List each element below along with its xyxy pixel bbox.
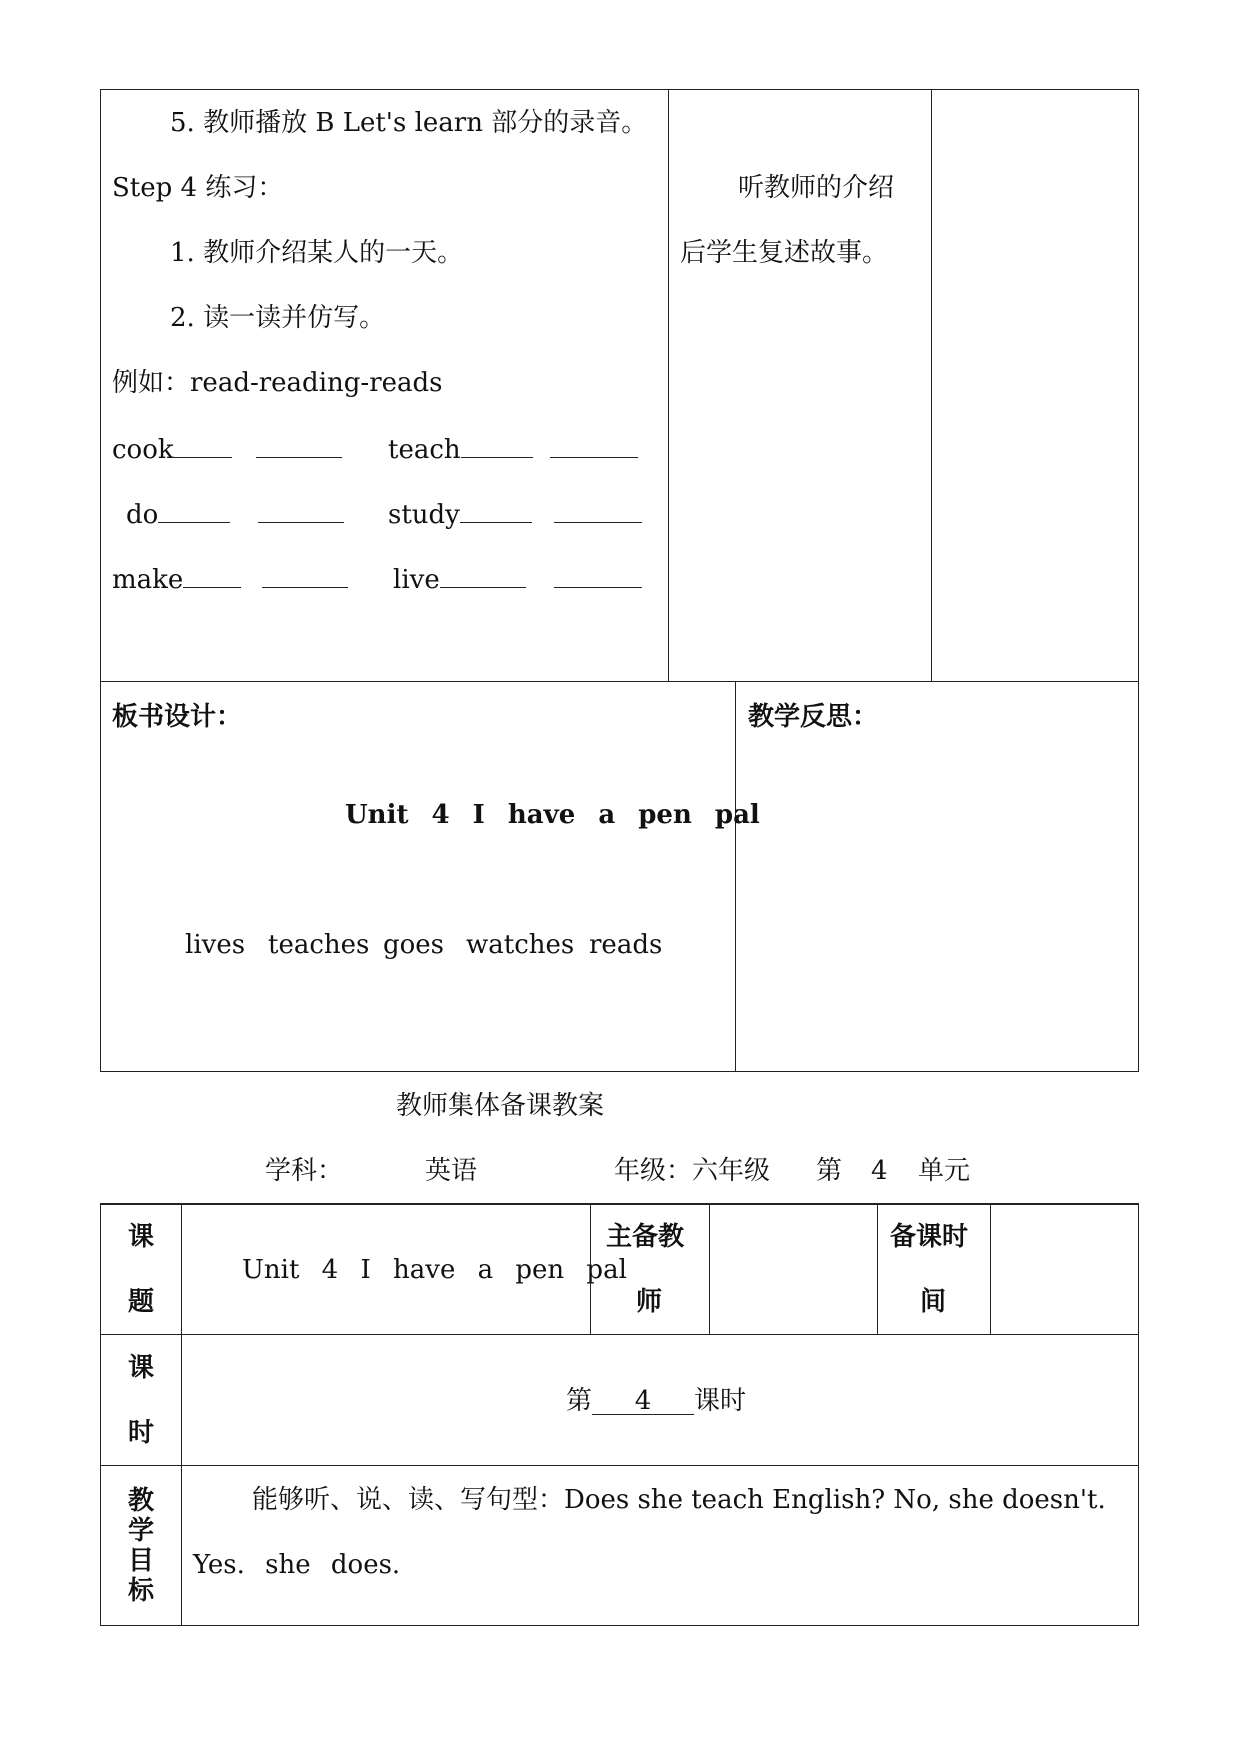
time-label-1: 备课时 (890, 1222, 969, 1252)
board-word-watches: watches (466, 930, 575, 960)
board-word-teaches: teaches (268, 930, 370, 960)
goal-line-1: 能够听、说、读、写句型：Does she teach English? No, she doesn't. (252, 1485, 1106, 1515)
exercise-blank (550, 435, 638, 463)
plan-unit-number: 4 (871, 1156, 888, 1186)
plan-grade-label: 年级：六年级 (614, 1156, 771, 1186)
exercise-blank (256, 435, 342, 463)
top-table-divider-2 (931, 89, 932, 682)
goal-label-1: 教 (127, 1486, 154, 1516)
teacher-label-1: 主备教 (606, 1222, 685, 1252)
lesson-table-row-line-1 (100, 1334, 1139, 1335)
step-item-5: 例如：read-reading-reads (112, 368, 443, 398)
exercise-word-make: make (112, 565, 241, 593)
period-value: 第 4 课时 (566, 1386, 747, 1416)
lesson-table-row-line-2 (100, 1465, 1139, 1466)
time-label-2: 间 (920, 1287, 947, 1317)
goal-label-4: 标 (127, 1576, 154, 1606)
step-item-1: 5. 教师播放 B Let's learn 部分的录音。 (170, 108, 648, 138)
period-label-2: 时 (127, 1418, 154, 1448)
exercise-word-live: live (393, 565, 526, 593)
topic-value: Unit 4 I have a pen pal (242, 1255, 627, 1285)
goal-line-2: Yes. she does. (193, 1550, 401, 1580)
plan-subject-label: 学科： (265, 1156, 344, 1186)
plan-unit-prefix: 第 (816, 1156, 843, 1186)
exercise-blank (554, 500, 642, 528)
board-table (100, 681, 1139, 1072)
board-word-goes: goes (383, 930, 445, 960)
lesson-table-divider (877, 1203, 878, 1334)
teacher-label-2: 师 (636, 1287, 663, 1317)
step-item-2: Step 4 练习： (112, 173, 284, 203)
student-activity-line-2: 后学生复述故事。 (680, 238, 889, 268)
step-item-4: 2. 读一读并仿写。 (170, 303, 386, 333)
exercise-blank (554, 565, 642, 593)
reflection-label: 教学反思： (748, 702, 879, 732)
exercise-blank (262, 565, 348, 593)
goal-label-3: 目 (127, 1546, 154, 1576)
period-number: 4 (592, 1388, 694, 1415)
step-item-3: 1. 教师介绍某人的一天。 (170, 238, 464, 268)
lesson-table-label-column (181, 1203, 182, 1626)
lesson-table-divider (709, 1203, 710, 1334)
lesson-table-divider (990, 1203, 991, 1334)
exercise-word-teach: teach (388, 435, 533, 463)
exercise-word-do: do (126, 500, 230, 528)
exercise-word-cook: cook (112, 435, 232, 463)
plan-heading: 教师集体备课教案 (396, 1091, 605, 1121)
exercise-blank (258, 500, 344, 528)
student-activity-line-1: 听教师的介绍 (738, 173, 895, 203)
top-table-divider-1 (668, 89, 669, 682)
period-label-1: 课 (127, 1353, 154, 1383)
board-table-divider (735, 681, 736, 1072)
plan-unit-suffix: 单元 (918, 1156, 971, 1186)
topic-label-1: 课 (127, 1222, 154, 1252)
plan-subject-value: 英语 (425, 1156, 478, 1186)
board-word-reads: reads (589, 930, 663, 960)
exercise-word-study: study (388, 500, 532, 528)
topic-label-2: 题 (127, 1287, 154, 1317)
board-title: Unit 4 I have a pen pal (345, 800, 760, 830)
goal-label-2: 学 (127, 1516, 154, 1546)
board-label: 板书设计： (112, 702, 243, 732)
board-word-lives: lives (185, 930, 246, 960)
